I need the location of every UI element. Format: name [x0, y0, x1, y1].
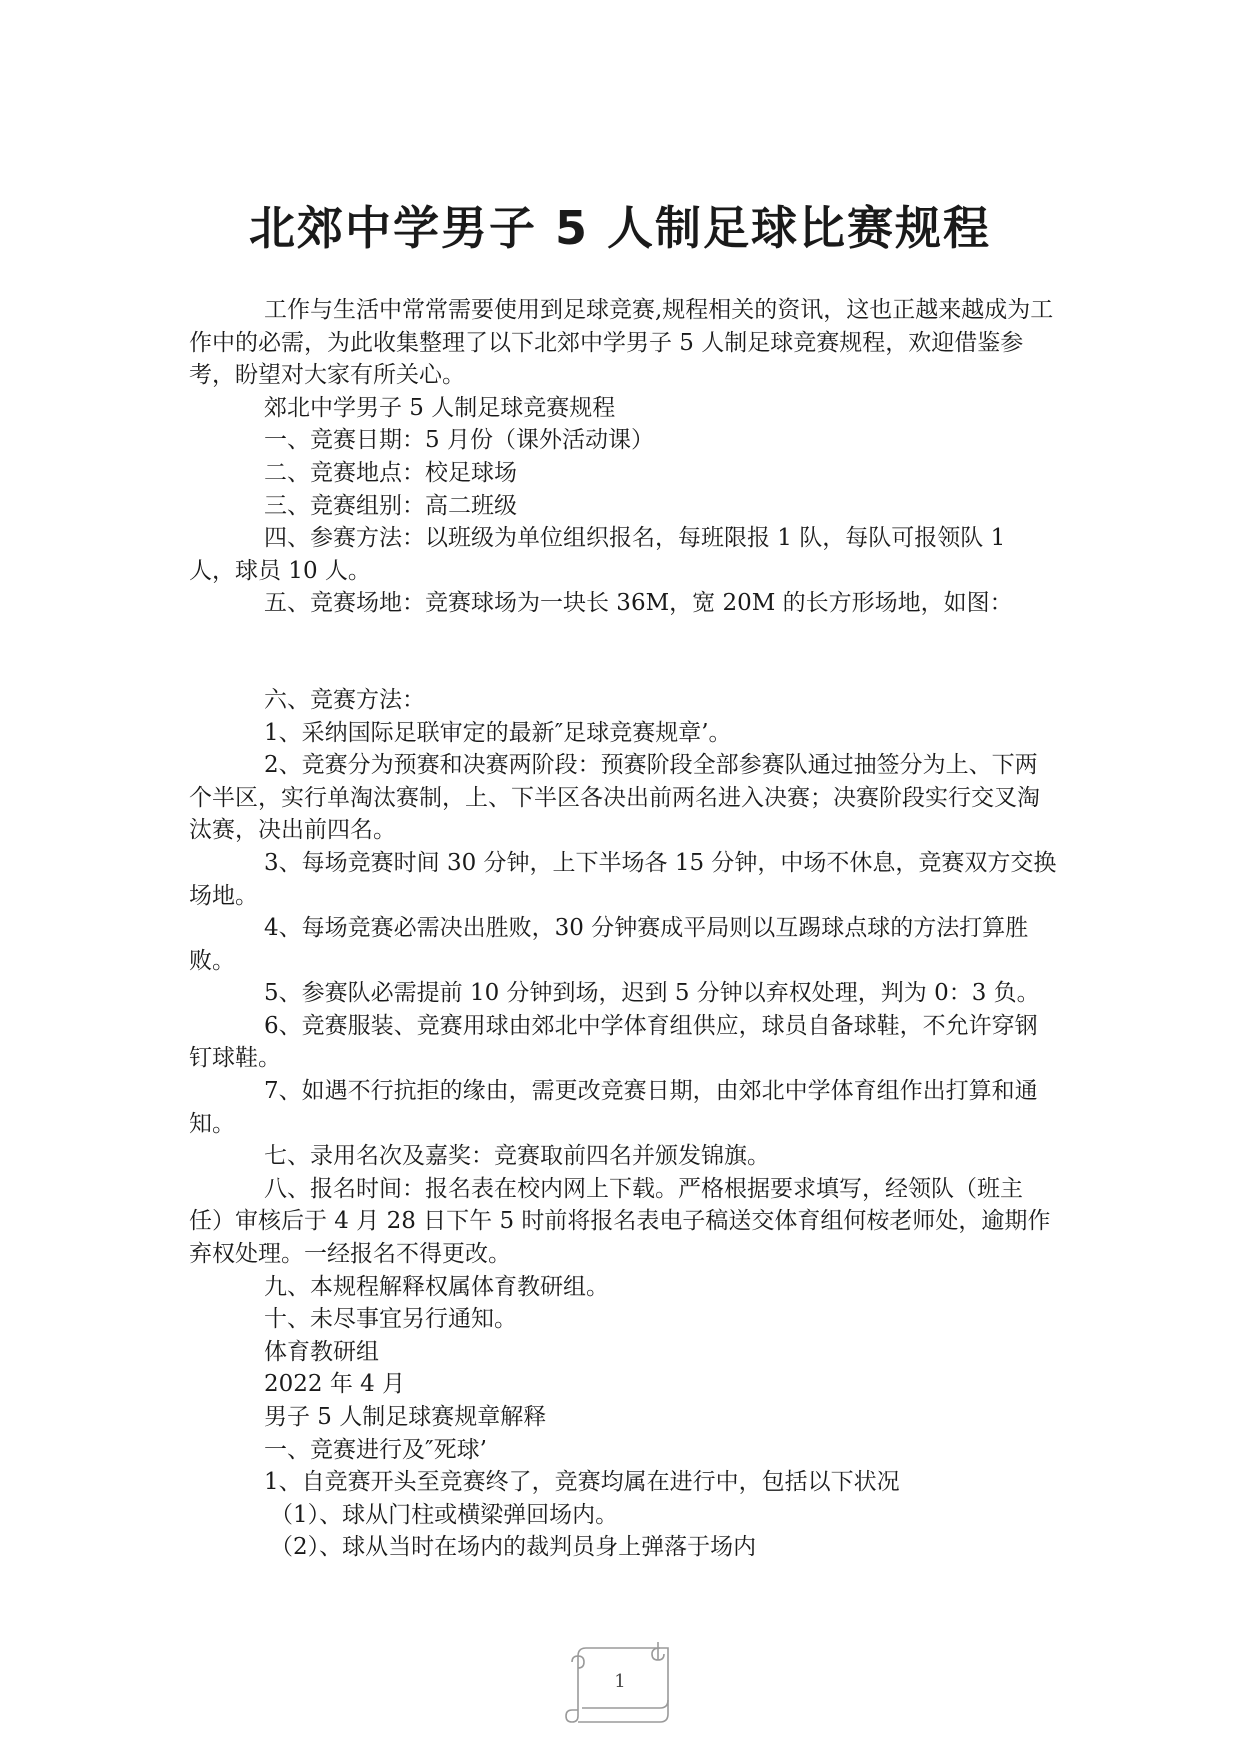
page-number: 1 [614, 1671, 626, 1692]
page-number-scroll [560, 1638, 680, 1726]
section-registration: 八、报名时间：报名表在校内网上下载。严格根据要求填写，经领队（班主任）审核后于 4 月 28 日下午 5 时前将报名表电子稿送交体育组何桉老师处，逾期作弃权处理。一经报名不得更改。 [189, 1175, 1051, 1268]
signature-organization: 体育教研组 [264, 1338, 379, 1365]
rules-interpretation-heading: 男子 5 人制足球赛规章解释 [264, 1404, 547, 1430]
section-competition-method: 六、竞赛方法： [264, 686, 425, 713]
document-title: 北郊中学男子 5 人制足球比赛规程 [248, 201, 992, 255]
rule-item-1: 1、采纳国际足联审定的最新″足球竞赛规章’。 [264, 719, 732, 746]
intro-paragraph: 工作与生活中常常需要使用到足球竞赛,规程相关的资讯，这也正越来越成为工作中的必需，为此收集整理了以下北郊中学男子 5 人制足球竞赛规程，欢迎借鉴参考，盼望对大家有所关心。 [189, 297, 1054, 389]
interpretation-subitem-1: （1）、球从门柱或横梁弹回场内。 [270, 1501, 619, 1528]
rule-item-3: 3、每场竞赛时间 30 分钟，上下半场各 15 分钟，中场不休息，竞赛双方交换场地。 [189, 849, 1057, 909]
section-entry-method: 四、参赛方法：以班级为单位组织报名，每班限报 1 队，每队可报领队 1 人，球员 10 人。 [189, 525, 1006, 584]
section-field: 五、竞赛场地：竞赛球场为一块长 36M，宽 20M 的长方形场地，如图： [264, 590, 1013, 617]
interpretation-section-1: 一、竞赛进行及″死球’ [264, 1436, 487, 1463]
rule-item-2: 2、竞赛分为预赛和决赛两阶段：预赛阶段全部参赛队通过抽签分为上、下两个半区，实行单淘汰赛制，上、下半区各决出前两名进入决赛；决赛阶段实行交叉淘汰赛，决出前四名。 [189, 752, 1040, 844]
section-group: 三、竞赛组别：高二班级 [264, 492, 517, 519]
document-body [189, 294, 1057, 1564]
rule-item-6: 6、竞赛服装、竞赛用球由郊北中学体育组供应，球员自备球鞋，不允许穿钢钉球鞋。 [189, 1012, 1038, 1072]
figure-placeholder [189, 620, 1057, 684]
section-interpretation: 九、本规程解释权属体育教研组。 [264, 1273, 609, 1300]
section-other: 十、未尽事宜另行通知。 [264, 1306, 517, 1333]
section-location: 二、竞赛地点：校足球场 [264, 459, 517, 486]
rule-item-4: 4、每场竞赛必需决出胜败，30 分钟赛成平局则以互踢球点球的方法打算胜败。 [189, 915, 1029, 974]
rule-item-7: 7、如遇不行抗拒的缘由，需更改竞赛日期，由郊北中学体育组作出打算和通知。 [189, 1078, 1038, 1137]
section-awards: 七、录用名次及嘉奖：竞赛取前四名并颁发锦旗。 [264, 1143, 770, 1170]
section-date: 一、竞赛日期：5 月份（课外活动课） [264, 427, 654, 454]
interpretation-subitem-2: （2）、球从当时在场内的裁判员身上弹落于场内 [270, 1534, 757, 1561]
signature-date: 2022 年 4 月 [264, 1371, 406, 1398]
rule-item-5: 5、参赛队必需提前 10 分钟到场，迟到 5 分钟以弃权处理，判为 0：3 负。 [264, 980, 1040, 1007]
interpretation-item-1: 1、自竞赛开头至竞赛终了，竞赛均属在进行中，包括以下状况 [264, 1469, 900, 1496]
rules-heading: 郊北中学男子 5 人制足球竞赛规程 [264, 394, 616, 421]
